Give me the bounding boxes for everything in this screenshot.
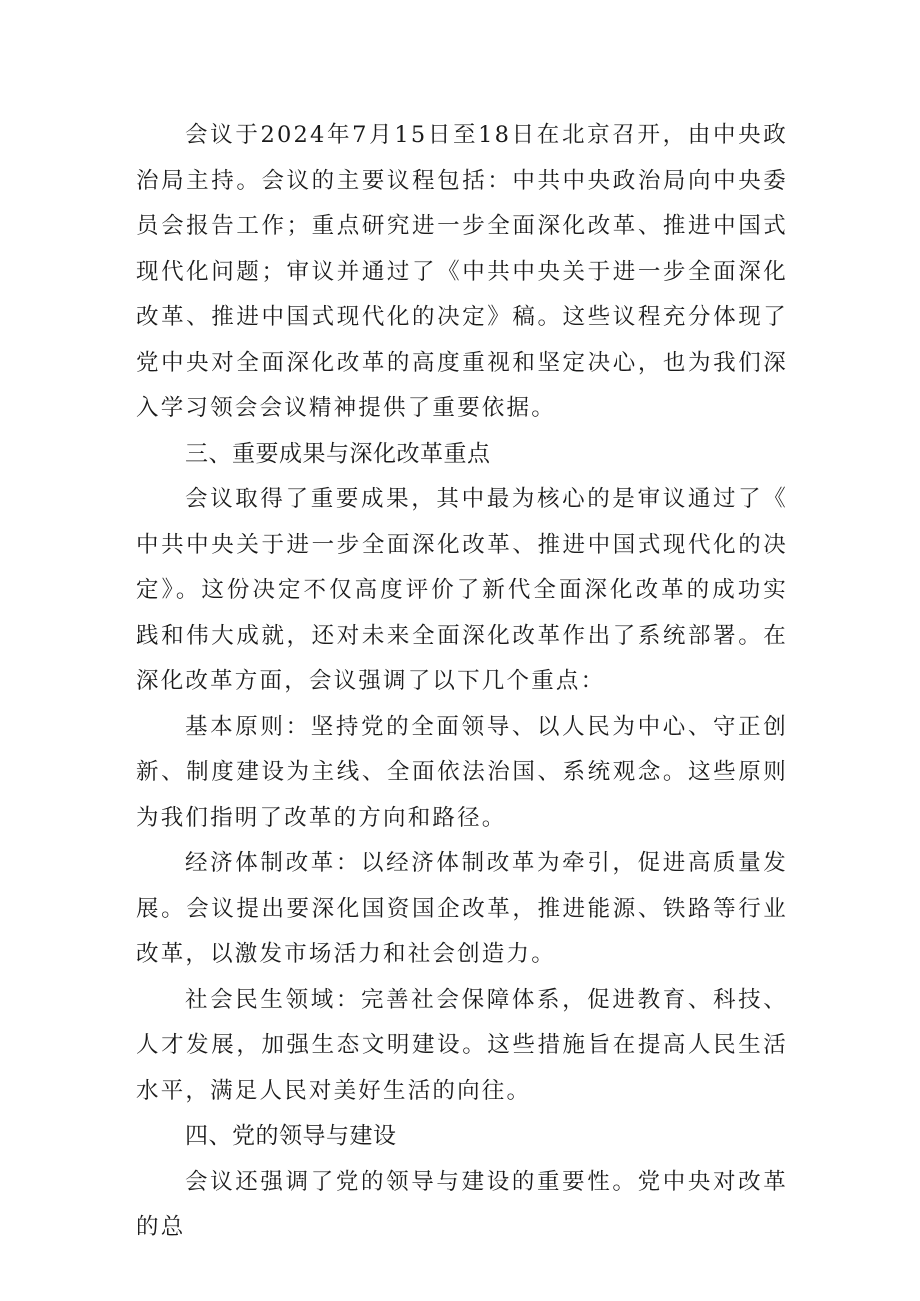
paragraph-meeting-agenda: 会议于2024年7月15日至18日在北京召开，由中央政治局主持。会议的主要议程包括：中共中央政治局向中央委员会报告工作；重点研究进一步全面深化改革、推进中国式现代化问题；审议并通过了《中共中央关于进一步全面深化改革、推进中国式现代化的决定》稿。这些议程充分体现了党中央对全面深化改革的高度重视和坚定决心，也为我们深入学习领会会议精神提供了重要依据。 [136, 122, 788, 421]
paragraph-social-livelihood: 社会民生领域：完善社会保障体系，促进教育、科技、人才发展，加强生态文明建设。这些措施旨在提高人民生活水平，满足人民对美好生活的向往。 [136, 986, 788, 1104]
paragraph-achievements: 会议取得了重要成果，其中最为核心的是审议通过了《中共中央关于进一步全面深化改革、推进中国式现代化的决定》。这份决定不仅高度评价了新代全面深化改革的成功实践和伟大成就，还对未来全面深化改革作出了系统部署。在深化改革方面，会议强调了以下几个重点： [136, 486, 788, 694]
paragraph-basic-principles: 基本原则：坚持党的全面领导、以人民为中心、守正创新、制度建设为主线、全面依法治国、系统观念。这些原则为我们指明了改革的方向和路径。 [136, 713, 788, 831]
section-heading-achievements: 三、重要成果与深化改革重点 [185, 440, 491, 467]
paragraph-economic-reform: 经济体制改革：以经济体制改革为牵引，促进高质量发展。会议提出要深化国资国企改革，推进能源、铁路等行业改革，以激发市场活力和社会创造力。 [136, 850, 788, 967]
document-page [136, 113, 788, 1251]
paragraph-party-leadership: 会议还强调了党的领导与建设的重要性。党中央对改革的总 [136, 1168, 788, 1240]
section-heading-party-leadership: 四、党的领导与建设 [185, 1123, 397, 1149]
